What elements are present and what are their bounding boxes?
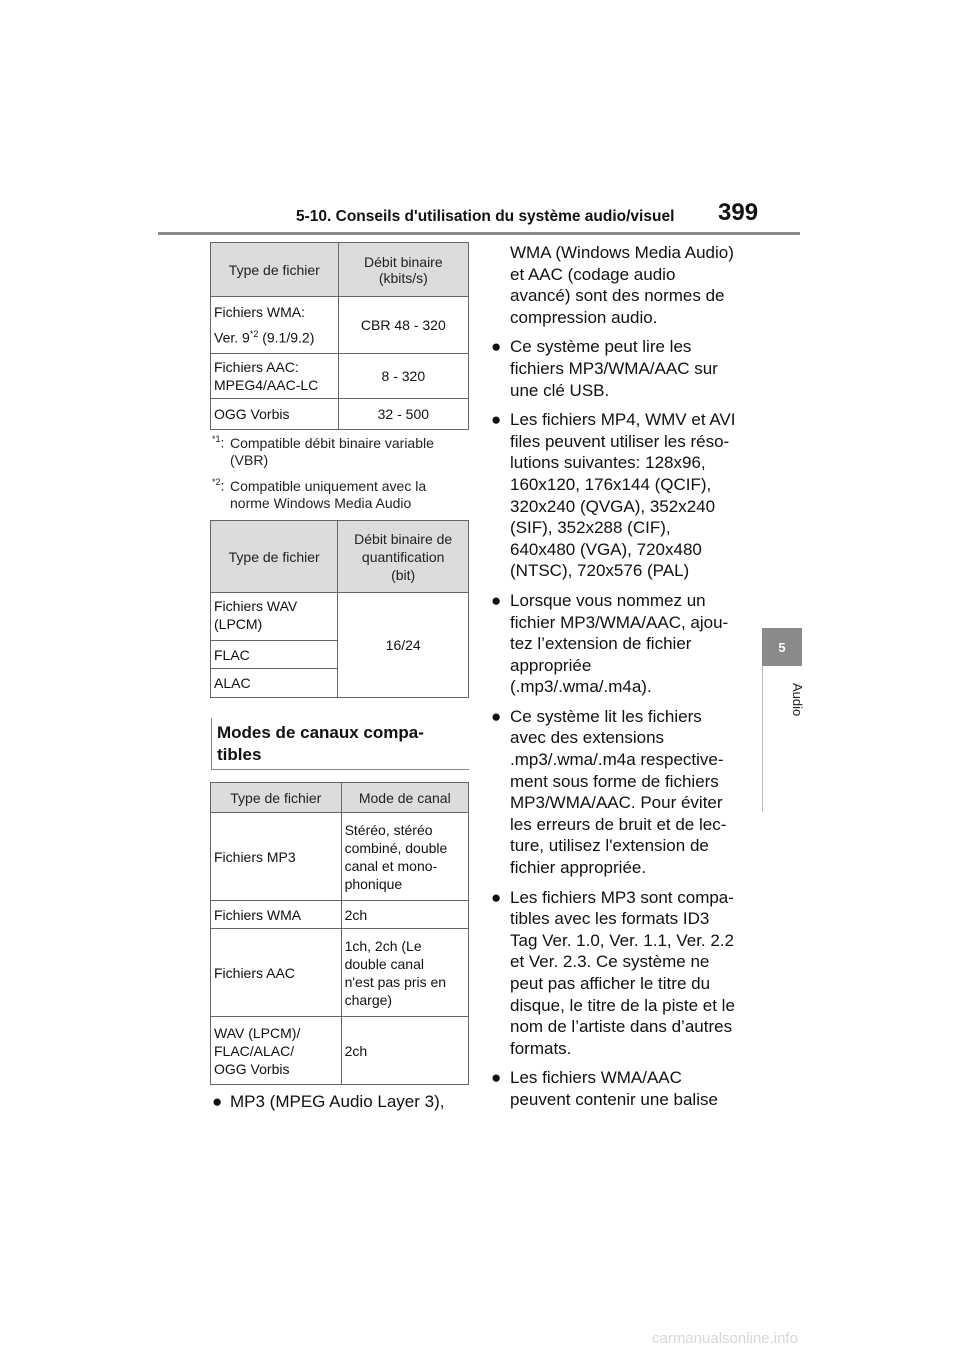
bitrate-table [210,242,469,430]
bullet-icon: ● [491,1068,502,1088]
footnote-marker: *2 [212,477,221,487]
bullet-item [491,590,761,698]
bullet-icon: ● [491,590,502,610]
table-cell-type [211,297,339,354]
page-number: 399 [718,199,759,226]
table-row [211,929,469,1017]
table-cell-type: ALAC [211,669,338,698]
bullet-item [491,336,761,401]
footnote [212,474,426,512]
table-cell-type: FLAC [211,641,338,669]
channel-modes-table [210,782,469,1085]
section-heading-rule [211,769,469,770]
table-cell-type: Fichiers AAC [211,929,342,1017]
watermark: carmanualsonline.info [652,1330,798,1347]
bullet-item [212,1091,472,1113]
header-rule [158,232,800,235]
bullet-text: Ce système lit les fichiers avec des extensions .mp3/.wma/.m4a respective- ment sous forme de fichiers MP3/WMA/AAC. Pour éviter les erreurs de bruit et de lec- ture, utilisez l'extension de fichier appropriée. [510,706,727,878]
table-row [211,353,469,398]
bullet-item [491,1067,761,1110]
table-cell-type: Fichiers MP3 [211,813,342,901]
footnote-marker: *1 [212,434,221,444]
table-cell-mode: 1ch, 2ch (Le double canal n'est pas pris en charge) [341,929,468,1017]
table-header-file-type: Type de fichier [211,783,342,813]
table-header-file-type: Type de fichier [211,521,338,593]
table-row [211,1017,469,1085]
chapter-tab-line [762,666,763,812]
table-row [211,813,469,901]
table-header-channel-mode: Mode de canal [341,783,468,813]
footnote-colon: : [220,477,225,494]
bullet-item [491,409,761,582]
bullet-text: Lorsque vous nommez un fichier MP3/WMA/AAC, ajou- tez l’extension de fichier appropriée (.mp3/.wma/.m4a). [510,590,729,697]
table-header-quantization: Débit binaire de quantification (bit) [338,521,469,593]
quantization-table [210,520,469,698]
table-cell-mode: 2ch [341,1017,468,1085]
section-header-title: 5-10. Conseils d'utilisation du système audio/visuel [296,208,675,225]
table-header-bitrate: Débit binaire (kbits/s) [338,243,468,297]
table-cell-mode: Stéréo, stéréo combiné, double canal et mono- phonique [341,813,468,901]
bullet-icon: ● [491,887,502,907]
table-cell-value: 16/24 [338,593,469,698]
footnote-text: Compatible uniquement avec la norme Windows Media Audio [230,477,427,511]
bullet-icon: ● [491,337,502,357]
table-cell-value: 32 - 500 [338,398,468,429]
chapter-tab-label: Audio [790,683,805,717]
bullet-icon: ● [212,1092,223,1111]
table-row [211,593,469,641]
paragraph-continuation: WMA (Windows Media Audio) et AAC (codage audio avancé) sont des normes de compression audio. [510,243,734,327]
footnote-marker: *2 [249,329,259,339]
footnote-text: Compatible débit binaire variable (VBR) [230,434,434,468]
table-cell-type: WAV (LPCM)/ FLAC/ALAC/ OGG Vorbis [211,1017,342,1085]
table-cell-type: Fichiers AAC: MPEG4/AAC-LC [211,353,339,398]
table-row [211,398,469,429]
table-cell-type: Fichiers WMA [211,901,342,929]
bullet-item [491,887,761,1060]
table-cell-type: OGG Vorbis [211,398,339,429]
footnote [212,431,434,469]
footnote-colon: : [220,434,225,451]
table-cell-value: 8 - 320 [338,353,468,398]
right-column [491,242,761,1111]
table-cell-mode: 2ch [341,901,468,929]
section-heading: Modes de canaux compa- tibles [217,723,424,764]
table-row [211,297,469,354]
cell-text: Fichiers WMA: [214,304,305,320]
section-heading-bar [211,718,212,770]
cell-text: (9.1/9.2) [258,329,315,346]
bullet-text: Les fichiers WMA/AAC peuvent contenir une balise [510,1068,718,1109]
chapter-tab-number: 5 [762,628,802,666]
bullet-text: Les fichiers MP4, WMV et AVI files peuvent utiliser les réso- lutions suivantes: 128x96, 160x120, 176x144 (QCIF), 320x240 (QVGA), 352x240 (SIF), 352x288 (CIF), 640x480 (VGA), 720x480 (NTSC), 720x576 (PAL) [510,410,736,581]
bullet-icon: ● [491,706,502,726]
bullet-text: Les fichiers MP3 sont compa- tibles avec les formats ID3 Tag Ver. 1.0, Ver. 1.1, Ver. 2.2 et Ver. 2.3. Ce système ne peut pas afficher le titre du disque, le titre de la piste et le nom de l’artiste dans d’autres formats. [510,887,735,1058]
cell-text: Ver. 9 [214,329,250,346]
table-header-file-type: Type de fichier [211,243,339,297]
table-row [211,901,469,929]
bullet-text: MP3 (MPEG Audio Layer 3), [230,1092,445,1111]
bullet-text: Ce système peut lire les fichiers MP3/WMA/AAC sur une clé USB. [510,337,718,400]
bullet-icon: ● [491,410,502,430]
table-cell-value: CBR 48 - 320 [338,297,468,354]
table-cell-type: Fichiers WAV (LPCM) [211,593,338,641]
bullet-item [491,706,761,879]
